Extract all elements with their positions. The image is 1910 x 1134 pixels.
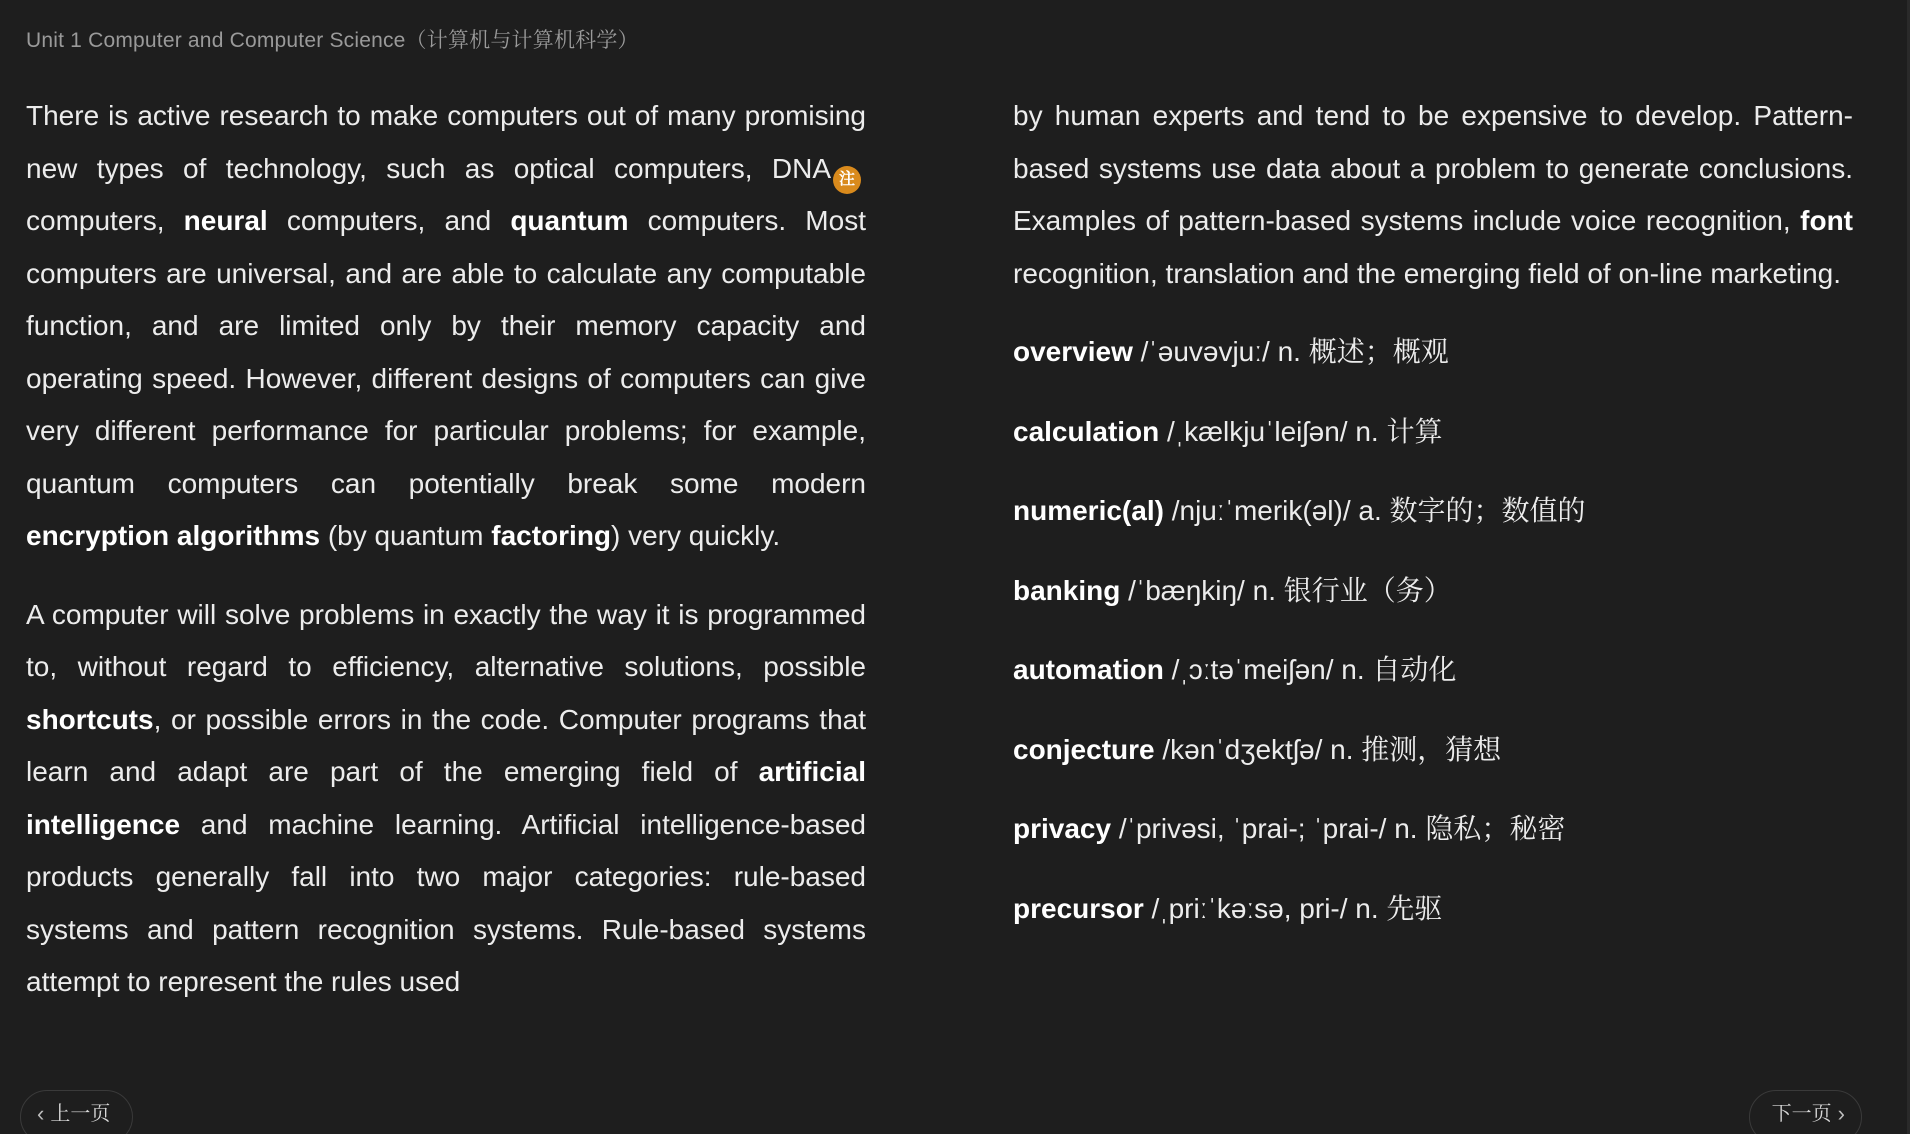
vocab-definition: /ˈəuvəvjuː/ n. 概述；概观 (1132, 336, 1449, 367)
keyword-artificial-intelligence: artificial intelligence (26, 756, 866, 840)
paragraph-1 (26, 90, 866, 563)
vocab-word: precursor (1013, 892, 1144, 924)
vocab-word: banking (1013, 574, 1121, 606)
chevron-left-icon: ‹ (37, 1101, 45, 1126)
keyword-font: font (1800, 205, 1853, 236)
text-span: (by quantum (320, 520, 492, 551)
vocab-definition: /ˈbæŋkiŋ/ n. 银行业（务） (1120, 574, 1452, 606)
keyword-quantum: quantum (510, 205, 629, 236)
prev-page-button[interactable] (20, 1090, 133, 1134)
vocab-definition: /njuːˈmerik(əl)/ a. 数字的；数值的 (1163, 495, 1586, 526)
keyword-neural: neural (183, 205, 268, 236)
vocab-item (1013, 724, 1853, 804)
page-title: Unit 1 Computer and Computer Science（计算机与计算机科学） (26, 29, 639, 52)
vocab-word: overview (1013, 336, 1133, 367)
next-page-button[interactable] (1749, 1090, 1862, 1134)
text-span: ) very quickly. (611, 520, 781, 551)
text-span: computers, and (267, 205, 511, 236)
text-span: A computer will solve problems in exactly the way it is programmed to, without regard to efficiency, alternative solutions, possible (26, 598, 866, 682)
prev-page-label: 上一页 (50, 1103, 111, 1125)
right-column (1013, 90, 1853, 962)
vocabulary-list (1013, 326, 1853, 962)
vocab-item (1013, 883, 1853, 963)
vocab-word: calculation (1013, 415, 1160, 447)
text-span: , or possible errors in the code. Computer programs that learn and adapt are part of the emerging field of (26, 703, 866, 787)
text-span: by human experts and tend to be expensive to develop. Pattern-based systems use data about a problem to generate conclusions. Examples of pattern-based systems include voice recognition, (1013, 100, 1853, 236)
vocab-definition: /ˌkælkjuˈleiʃən/ n. 计算 (1159, 415, 1443, 447)
left-column (26, 90, 866, 1035)
vocab-definition: /ˈprivəsi, ˈprai-; ˈprai-/ n. 隐私；秘密 (1111, 813, 1566, 844)
vocab-word: conjecture (1013, 733, 1155, 765)
vocab-word: automation (1013, 654, 1164, 685)
vocab-word: numeric(al) (1013, 495, 1164, 526)
keyword-encryption-algorithms: encryption algorithms (26, 520, 321, 551)
vocab-word: privacy (1013, 813, 1112, 844)
vocab-item (1013, 803, 1853, 883)
keyword-shortcuts: shortcuts (26, 703, 154, 735)
note-icon[interactable]: 注 (833, 166, 861, 194)
paragraph-3 (1013, 90, 1853, 300)
vocab-item (1013, 644, 1853, 724)
keyword-factoring: factoring (491, 520, 612, 551)
vocab-item (1013, 485, 1853, 565)
vocab-definition: /ˌpriːˈkəːsə, pri-/ n. 先驱 (1143, 892, 1443, 924)
vocab-item (1013, 326, 1853, 406)
text-span: and machine learning. Artificial intelligence-based products generally fall into two major categories: rule-based systems and pattern recognition systems. Rule-based systems attempt to represent the rules used (26, 808, 866, 997)
chevron-right-icon: › (1837, 1101, 1845, 1126)
vocab-item (1013, 565, 1853, 645)
text-span: recognition, translation and the emerging field of on-line marketing. (1013, 257, 1842, 289)
text-span: There is active research to make computers out of many promising new types of technology, such as optical computers, DNA (26, 100, 866, 184)
next-page-label: 下一页 (1771, 1103, 1832, 1125)
vocab-definition: /ˌɔːtəˈmeiʃən/ n. 自动化 (1163, 654, 1457, 685)
text-span: computers, (26, 205, 184, 236)
vocab-definition: /kənˈdʒektʃə/ n. 推测，猜想 (1154, 733, 1502, 765)
text-span: computers. Most computers are universal, and are able to calculate any computable function, and are limited only by their memory capacity and operating speed. However, different designs of computers can give very different performance for particular problems; for example, quantum computers can potentially break some modern (26, 205, 866, 499)
vocab-item (1013, 406, 1853, 486)
paragraph-2 (26, 589, 866, 1009)
